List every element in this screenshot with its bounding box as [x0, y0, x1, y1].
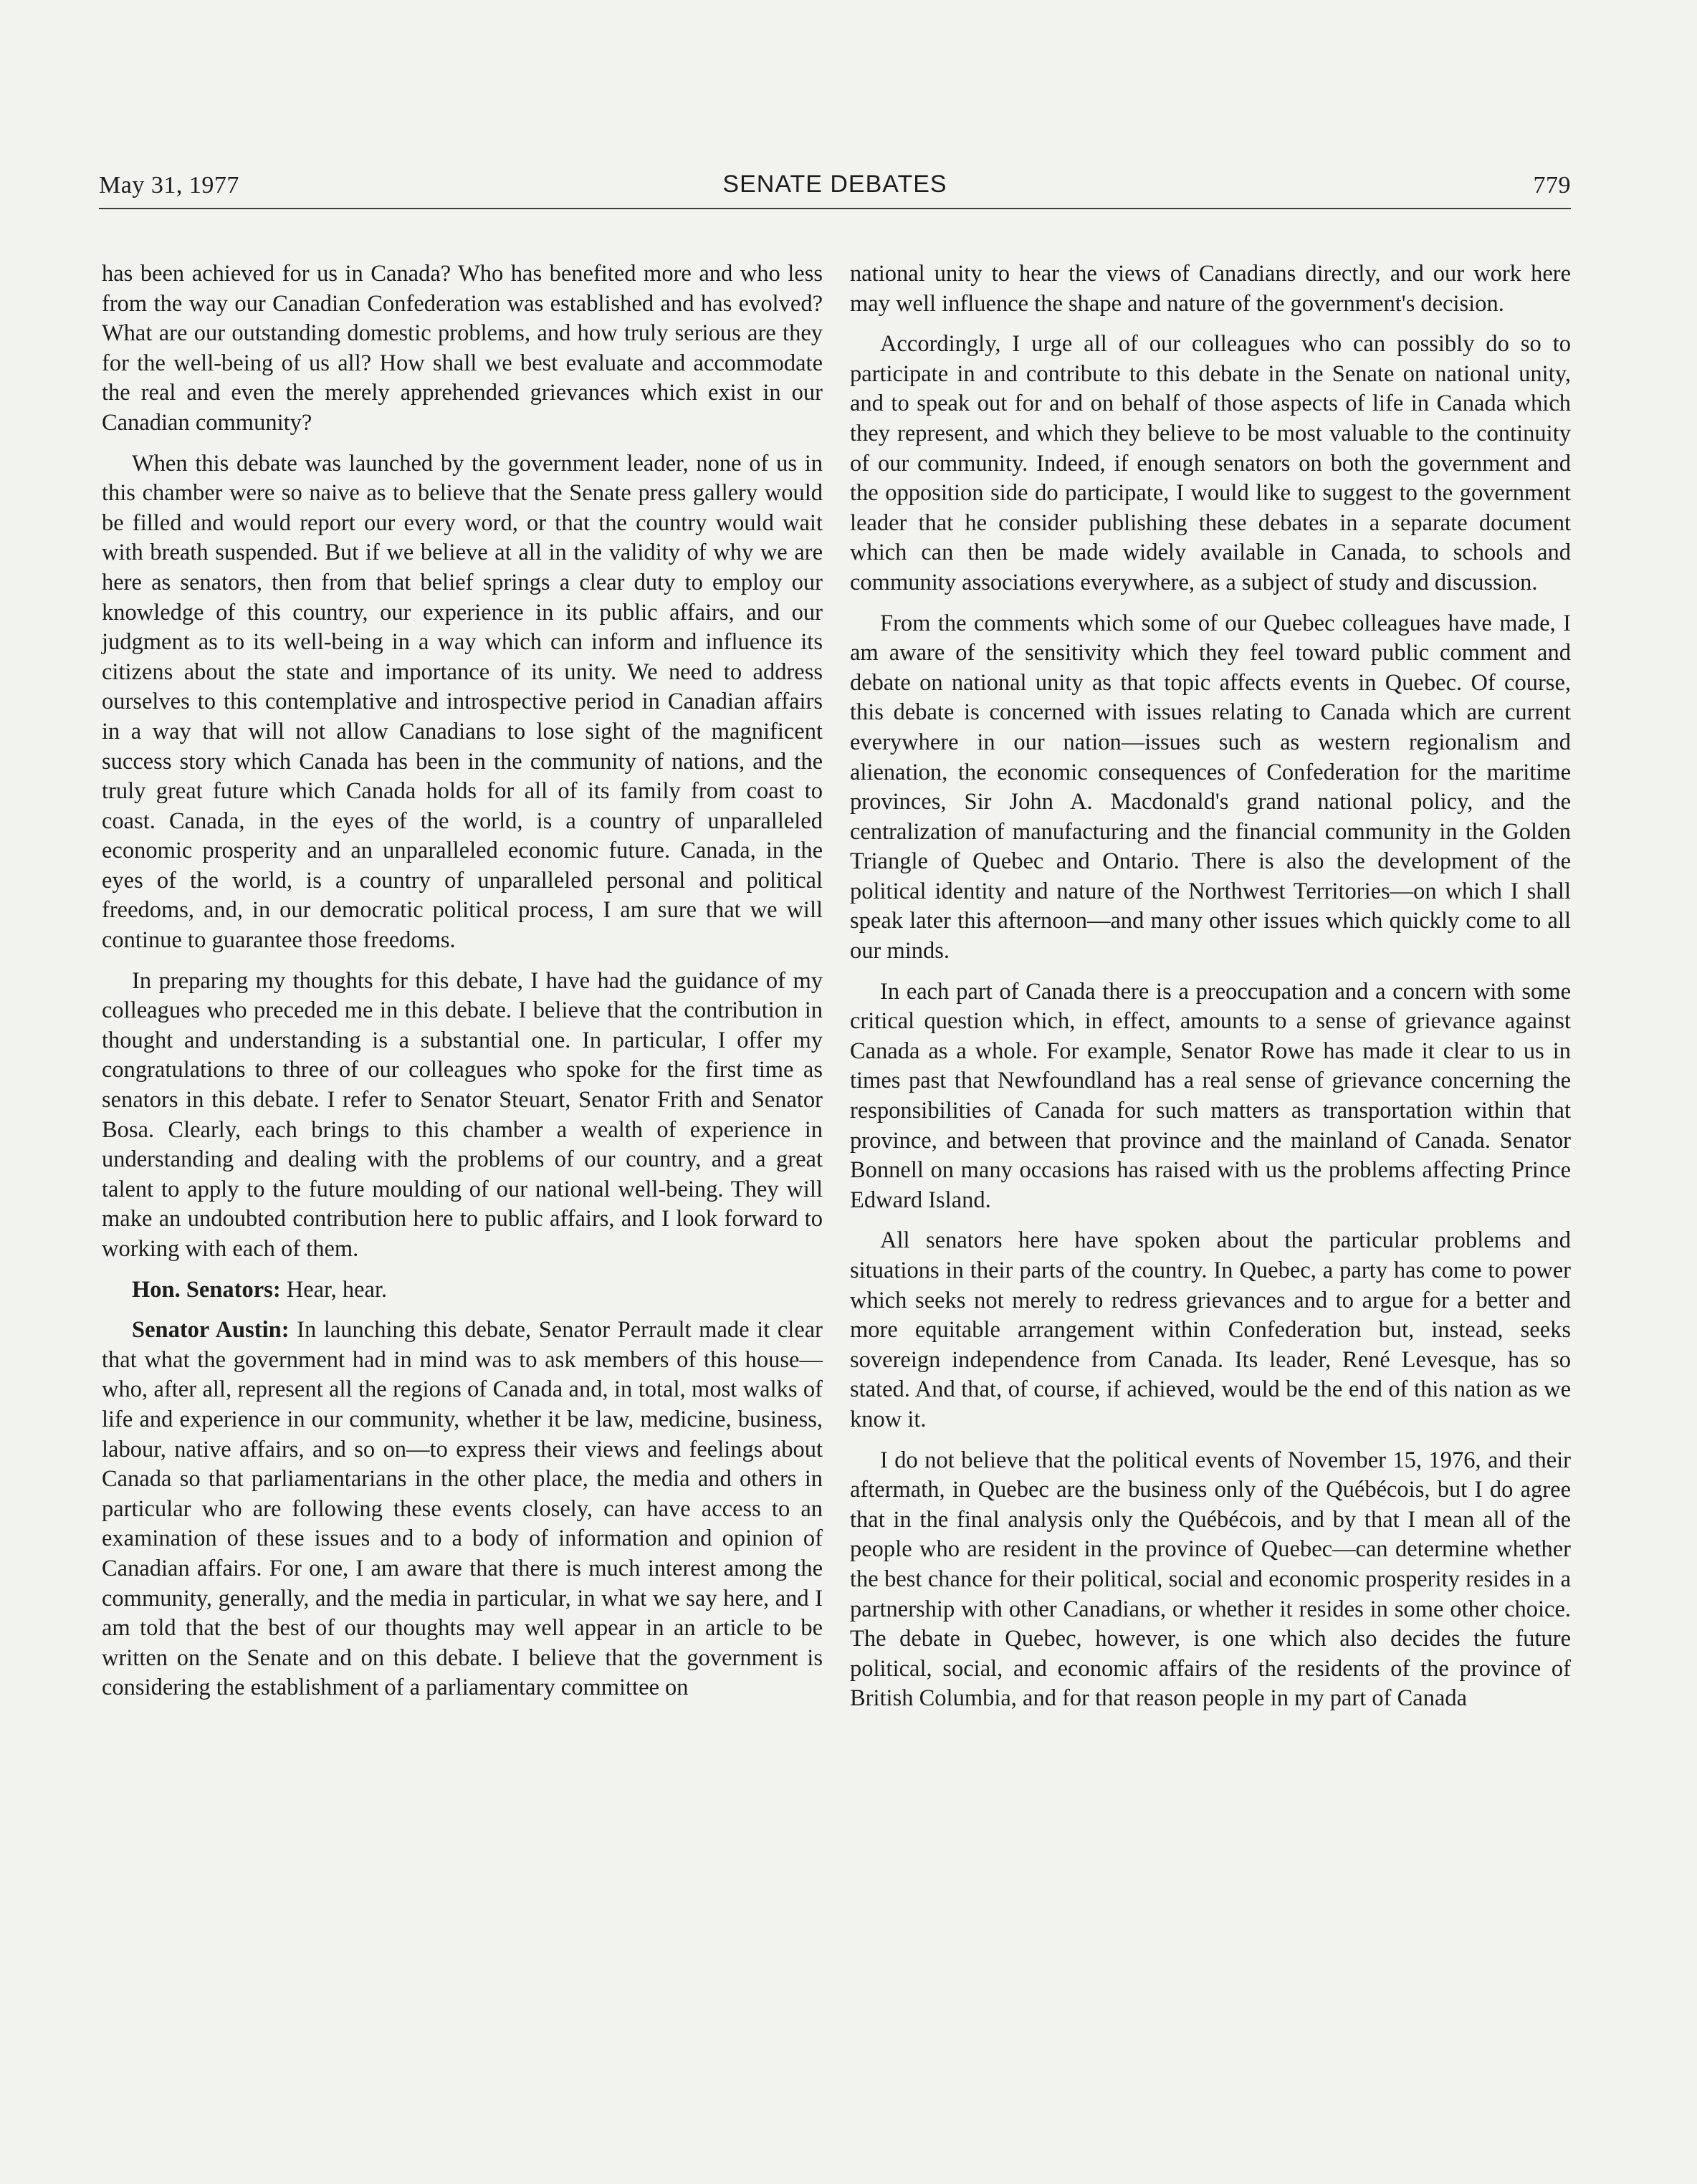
- left-column: [102, 259, 823, 1714]
- paragraph: In each part of Canada there is a preoccupation and a concern with some critical question which, in effect, amounts to a sense of grievance against Canada as a whole. For example, Senator Rowe has made it clear to us in times past that Newfoundland has a real sense of grievance concerning the responsibilities of Canada for such matters as transportation within that province, and between that province and the mainland of Canada. Senator Bonnell on many occasions has raised with us the problems affecting Prince Edward Island.: [850, 978, 1571, 1213]
- paragraph: When this debate was launched by the government leader, none of us in this chamber were so naive as to believe that the Senate press gallery would be filled and would report our every word, or that the country would wait with breath suspended. But if we believe at all in the validity of why we are here as senators, then from that belief springs a clear duty to employ our knowledge of this country, our experience in its public affairs, and our judgment as to its well-being in a way which can inform and influence its citizens about the state and importance of its unity. We need to address ourselves to this contemplative and introspective period in Canadian affairs in a way that will not allow Canadians to lose sight of the magnificent success story which Canada has been in the community of nations, and the truly great future which Canada holds for all of its family from coast to coast. Canada, in the eyes of the world, is a country of unparalleled economic prosperity and an unparalleled economic future. Canada, in the eyes of the world, is a country of unparalleled personal and political freedoms, and, in our democratic political process, I am sure that we will continue to guarantee those freedoms.: [102, 450, 823, 954]
- header-title: SENATE DEBATES: [722, 171, 947, 198]
- speaker-name: Hon. Senators:: [132, 1276, 281, 1303]
- speaker-paragraph: [102, 1316, 823, 1703]
- paragraph: In preparing my thoughts for this debate, I have had the guidance of my colleagues who preceded me in this debate. I believe that the contribution in thought and understanding is a substantial one. In particular, I offer my congratulations to three of our colleagues who spoke for the first time as senators in this debate. I refer to Senator Steuart, Senator Frith and Senator Bosa. Clearly, each brings to this chamber a wealth of experience in understanding and dealing with the problems of our country, and a great talent to apply to the future moulding of our national well-being. They will make an undoubted contribution here to public affairs, and I look forward to working with each of them.: [102, 967, 823, 1262]
- speaker-name: Senator Austin:: [132, 1317, 290, 1344]
- speech-text: Hear, hear.: [280, 1276, 388, 1303]
- header-date: May 31, 1977: [99, 172, 239, 198]
- header-page-number: 779: [1533, 172, 1571, 198]
- speaker-paragraph: [102, 1275, 823, 1306]
- paragraph: national unity to hear the views of Canadians directly, and our work here may well influence the shape and nature of the government's decision.: [850, 261, 1571, 317]
- paragraph: I do not believe that the political events of November 15, 1976, and their aftermath, in Quebec are the business only of the Québécois, but I do agree that in the final analysis only the Québécois, and by that I mean all of the people who are resident in the province of Quebec—can determine whether the best chance for their political, social and economic prosperity resides in a partnership with other Canadians, or whether it resides in some other choice. The debate in Quebec, however, is one which also decides the future political, social, and economic affairs of the residents of the province of British Columbia, and for that reason people in my part of Canada: [850, 1447, 1571, 1712]
- paragraph: has been achieved for us in Canada? Who has benefited more and who less from the way our Canadian Confederation was established and has evolved? What are our outstanding domestic problems, and how truly serious are they for the well-being of us all? How shall we best evaluate and accommodate the real and even the merely apprehended grievances which exist in our Canadian community?: [102, 261, 823, 436]
- page-header: [99, 169, 1571, 209]
- paragraph: All senators here have spoken about the particular problems and situations in their parts of the country. In Quebec, a party has come to power which seeks not merely to redress grievances and to argue for a better and more equitable arrangement within Confederation but, instead, seeks sovereign independence from Canada. Its leader, René Levesque, has so stated. And that, of course, if achieved, would be the end of this nation as we know it.: [850, 1227, 1571, 1432]
- right-column: [850, 259, 1571, 1725]
- speech-text: In launching this debate, Senator Perrault made it clear that what the government had in mind was to ask members of this house—who, after all, represent all the regions of Canada and, in total, most walks of life and experience in our community, whether it be law, medicine, business, labour, native affairs, and so on—to express their views and feelings about Canada so that parliamentarians in the other place, the media and others in particular who are following these events closely, can have access to an examination of these issues and to a body of information and opinion of Canadian affairs. For one, I am aware that there is much interest among the community, generally, and the media in particular, in what we say here, and I am told that the best of our thoughts may well appear in an article to be written on the Senate and on this debate. I believe that the government is considering the establishment of a parliamentary committee on: [102, 1317, 823, 1701]
- paragraph: Accordingly, I urge all of our colleagues who can possibly do so to participate in and contribute to this debate in the Senate on national unity, and to speak out for and on behalf of those aspects of life in Canada which they represent, and which they believe to be most valuable to the continuity of our community. Indeed, if enough senators on both the government and the opposition side do participate, I would like to suggest to the government leader that he consider publishing these debates in a separate document which can then be made widely available in Canada, to schools and community associations everywhere, as a subject of study and discussion.: [850, 331, 1571, 595]
- paragraph: From the comments which some of our Quebec colleagues have made, I am aware of the sensitivity which they feel toward public comment and debate on national unity as that topic affects events in Quebec. Of course, this debate is concerned with issues relating to Canada which are current everywhere in our nation—issues such as western regionalism and alienation, the economic consequences of Confederation for the maritime provinces, Sir John A. Macdonald's grand national policy, and the centralization of manufacturing and the financial community in the Golden Triangle of Quebec and Ontario. There is also the development of the political identity and nature of the Northwest Territories—on which I shall speak later this afternoon—and many other issues which quickly come to all our minds.: [850, 610, 1571, 964]
- header-rule: [99, 208, 1571, 209]
